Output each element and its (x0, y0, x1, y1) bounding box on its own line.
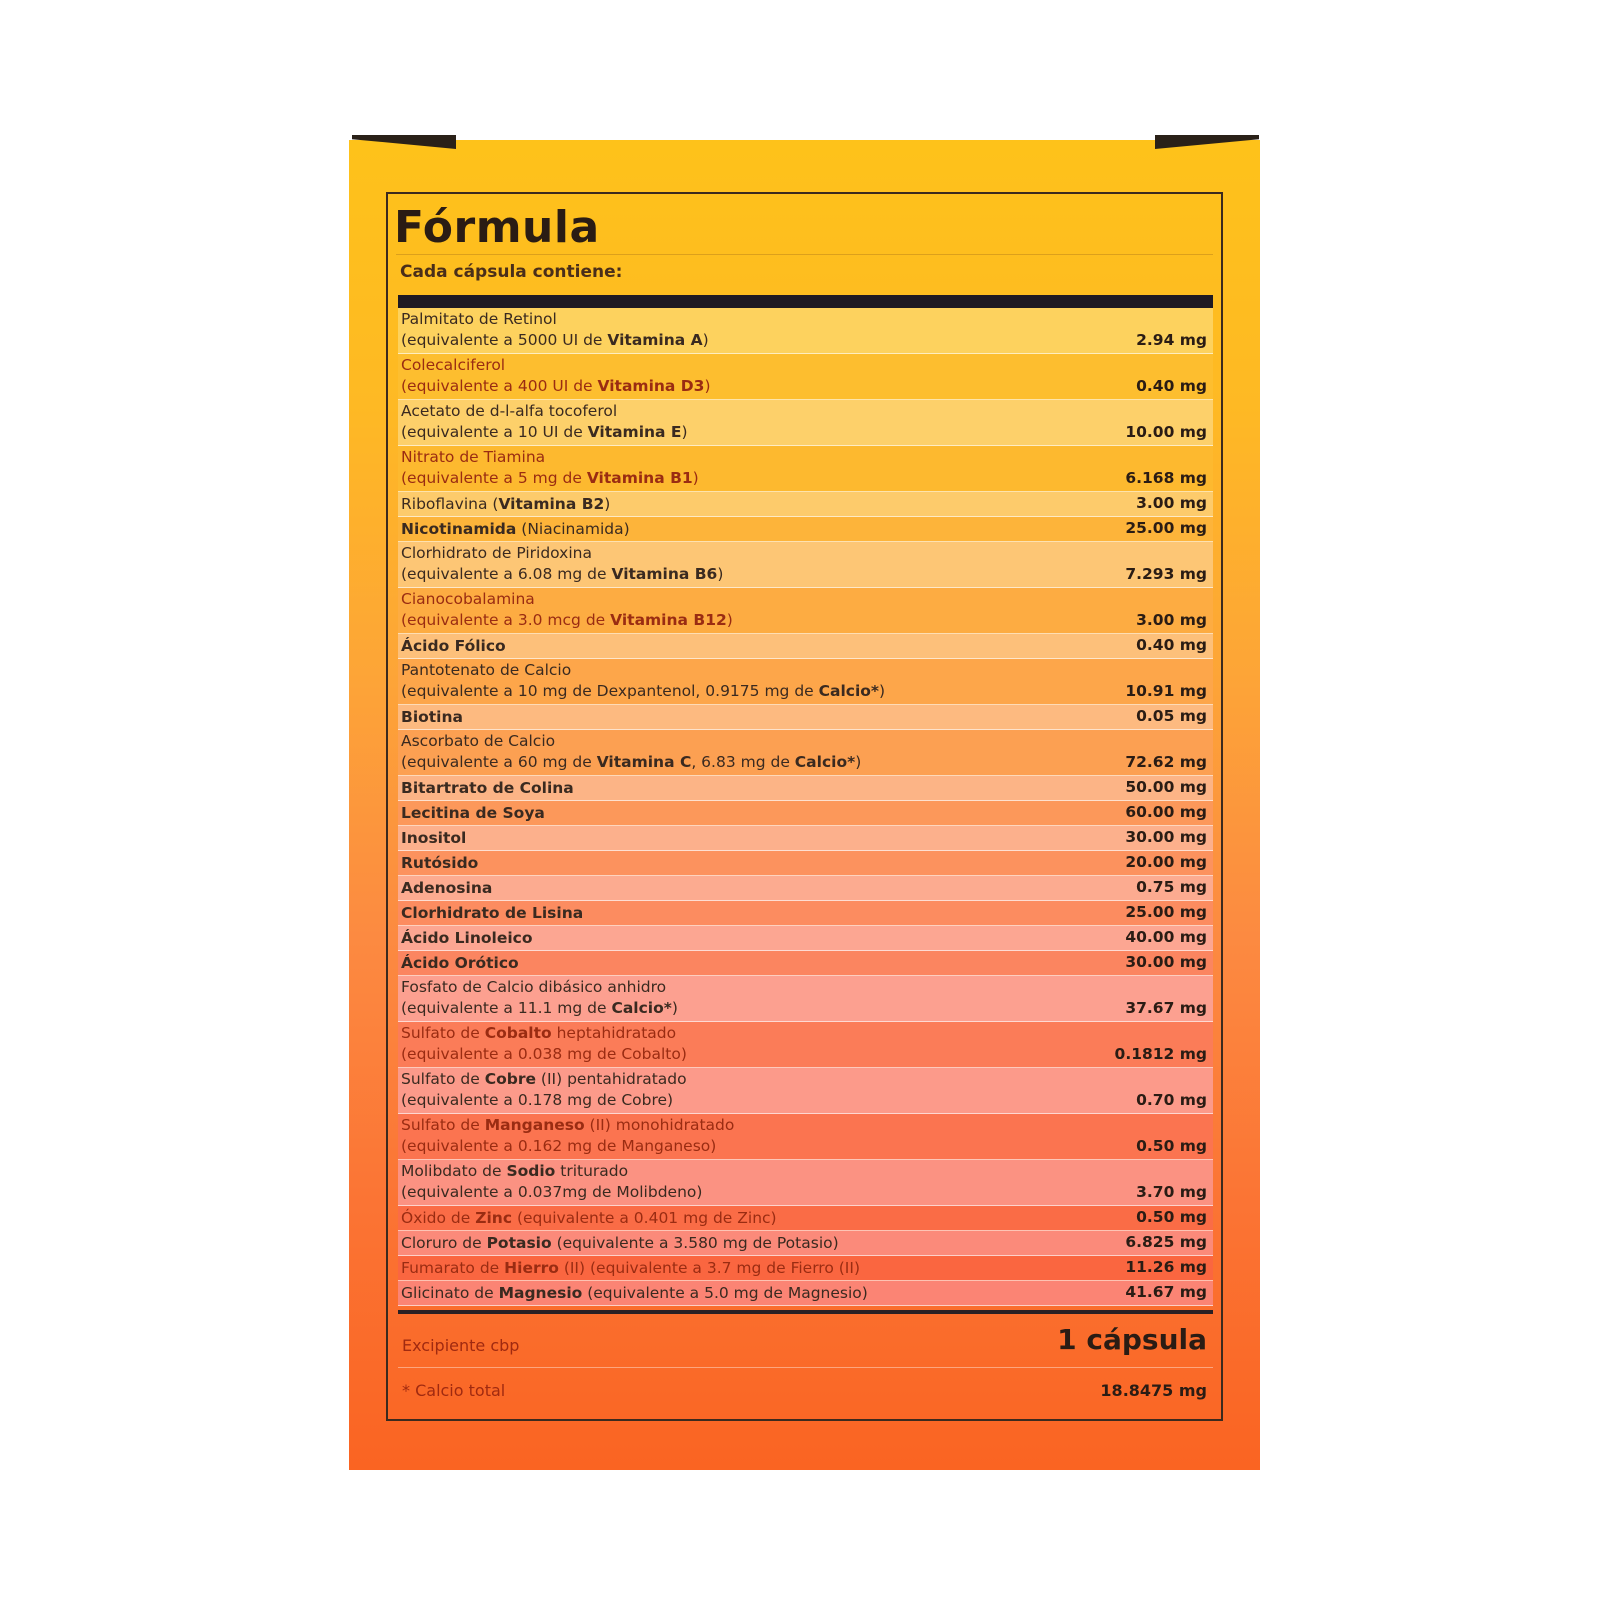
ingredient-equivalence (401, 681, 885, 702)
ingredient-amount: 0.40 mg (1136, 636, 1207, 654)
text-segment: Bitartrato de Colina (401, 779, 574, 797)
ingredient-row (398, 1206, 1213, 1231)
ingredient-amount: 72.62 mg (1125, 753, 1207, 771)
text-segment: Glicinato de (401, 1284, 499, 1302)
text-segment: Nicotinamida (401, 520, 517, 538)
ingredient-amount: 0.75 mg (1136, 878, 1207, 896)
ingredient-row (398, 926, 1213, 951)
ingredient-row (398, 876, 1213, 901)
ingredient-name (401, 928, 533, 949)
text-segment: Vitamina D3 (597, 377, 705, 395)
text-segment: Sodio (506, 1162, 556, 1180)
text-segment: (equivalente a 60 mg de (401, 753, 597, 771)
ingredient-equivalence (401, 564, 723, 585)
text-segment: Palmitato de Retinol (401, 310, 557, 328)
ingredient-name (401, 1069, 687, 1090)
ingredient-row (398, 826, 1213, 851)
ingredient-amount: 0.1812 mg (1114, 1045, 1207, 1063)
ingredient-row (398, 1022, 1213, 1068)
text-segment: Vitamina B1 (586, 469, 693, 487)
text-segment: Sulfato de (401, 1024, 485, 1042)
footer-bar (398, 1310, 1213, 1314)
text-segment: Rutósido (401, 854, 479, 872)
text-segment: Ácido Orótico (401, 954, 519, 972)
ingredient-name (401, 589, 535, 610)
text-segment: ) (717, 565, 724, 583)
ingredient-name (401, 401, 617, 422)
ingredient-row (398, 634, 1213, 659)
text-segment: Calcio* (818, 682, 880, 700)
ingredient-amount: 6.168 mg (1125, 469, 1207, 487)
text-segment: (equivalente a 5 mg de (401, 469, 587, 487)
text-segment: ) (671, 999, 678, 1017)
text-segment: ) (879, 682, 886, 700)
ingredient-amount: 0.70 mg (1136, 1091, 1207, 1109)
text-segment: Hierro (504, 1259, 559, 1277)
ingredient-row (398, 446, 1213, 492)
ingredient-name (401, 803, 545, 824)
text-segment: (equivalente a 3.580 mg de Potasio) (551, 1234, 839, 1252)
ingredient-name (401, 1283, 868, 1304)
text-segment: Manganeso (484, 1116, 585, 1134)
text-segment: Cobalto (484, 1024, 552, 1042)
ingredient-amount: 30.00 mg (1125, 953, 1207, 971)
page-title: Fórmula (394, 202, 600, 253)
text-segment: Calcio* (794, 753, 856, 771)
text-segment: (equivalente a 0.037mg de Molibdeno) (401, 1183, 703, 1201)
text-segment: (II) pentahidratado (536, 1070, 687, 1088)
ingredient-equivalence (401, 610, 733, 631)
header-bar (398, 295, 1213, 308)
ingredient-row (398, 542, 1213, 588)
ingredient-name (401, 309, 557, 330)
text-segment: Pantotenato de Calcio (401, 661, 572, 679)
calcium-total-label: * Calcio total (402, 1381, 506, 1400)
ingredient-amount: 37.67 mg (1125, 999, 1207, 1017)
ingredient-amount: 0.50 mg (1136, 1208, 1207, 1226)
text-segment: (II) (equivalente a 3.7 mg de Fierro (II) (558, 1259, 860, 1277)
ingredient-row (398, 354, 1213, 400)
ingredient-name (401, 903, 583, 924)
ingredient-name (401, 828, 466, 849)
ingredient-row (398, 1114, 1213, 1160)
text-segment: ) (604, 495, 611, 513)
ingredient-name (401, 853, 478, 874)
text-segment: Calcio* (611, 999, 672, 1017)
ingredient-amount: 20.00 mg (1125, 853, 1207, 871)
ingredient-amount: 0.05 mg (1136, 707, 1207, 725)
ingredient-amount: 3.70 mg (1136, 1183, 1207, 1201)
ingredient-amount: 3.00 mg (1136, 611, 1207, 629)
ingredient-amount: 0.50 mg (1136, 1137, 1207, 1155)
text-segment: Fumarato de (401, 1259, 505, 1277)
ingredient-amount: 25.00 mg (1125, 903, 1207, 921)
text-segment: Sulfato de (401, 1116, 485, 1134)
ingredient-name (401, 1161, 628, 1182)
ingredient-row (398, 976, 1213, 1022)
ingredient-list (398, 308, 1213, 1306)
text-segment: Cobre (484, 1070, 536, 1088)
ingredient-name (401, 519, 630, 540)
calcium-total-value: 18.8475 mg (1100, 1381, 1207, 1400)
text-segment: ) (855, 753, 862, 771)
ingredient-amount: 2.94 mg (1136, 331, 1207, 349)
ingredient-row (398, 400, 1213, 446)
text-segment: (equivalente a 0.162 mg de Manganeso) (401, 1137, 717, 1155)
text-segment: (equivalente a 10 UI de (401, 423, 588, 441)
text-segment: , 6.83 mg de (691, 753, 795, 771)
ingredient-name (401, 731, 555, 752)
text-segment: (equivalente a 6.08 mg de (401, 565, 612, 583)
ingredient-row (398, 1256, 1213, 1281)
ingredient-equivalence (401, 330, 709, 351)
text-segment: ) (692, 469, 699, 487)
text-segment: Vitamina E (587, 423, 682, 441)
ingredient-row (398, 1281, 1213, 1306)
ingredient-equivalence (401, 468, 699, 489)
text-segment: ) (681, 423, 688, 441)
ingredient-name (401, 494, 610, 515)
ingredient-name (401, 1233, 839, 1254)
ingredient-amount: 50.00 mg (1125, 778, 1207, 796)
text-segment: Molibdato de (401, 1162, 507, 1180)
text-segment: (equivalente a 11.1 mg de (401, 999, 612, 1017)
ingredient-row (398, 1160, 1213, 1206)
text-segment: Ácido Fólico (401, 637, 506, 655)
text-segment: Fosfato de Calcio dibásico anhidro (401, 978, 667, 996)
ingredient-amount: 30.00 mg (1125, 828, 1207, 846)
text-segment: Potasio (486, 1234, 552, 1252)
text-segment: Sulfato de (401, 1070, 485, 1088)
text-segment: (Niacinamida) (516, 520, 630, 538)
ingredient-row (398, 492, 1213, 517)
text-segment: Vitamina B2 (498, 495, 605, 513)
formula-panel (386, 192, 1223, 1421)
ingredient-equivalence (401, 998, 678, 1019)
text-segment: Nitrato de Tiamina (401, 448, 546, 466)
text-segment: Inositol (401, 829, 467, 847)
text-segment: triturado (555, 1162, 629, 1180)
ingredient-equivalence (401, 1044, 687, 1065)
ingredient-amount: 0.40 mg (1136, 377, 1207, 395)
text-segment: Zinc (475, 1209, 513, 1227)
ingredient-name (401, 660, 571, 681)
ingredient-amount: 3.00 mg (1136, 494, 1207, 512)
ingredient-equivalence (401, 752, 861, 773)
text-segment: (equivalente a 3.0 mcg de (401, 611, 611, 629)
excipient-value: 1 cápsula (1057, 1323, 1207, 1356)
title-divider (396, 254, 1213, 255)
text-segment: Clorhidrato de Lisina (401, 904, 584, 922)
text-segment: Adenosina (401, 879, 493, 897)
text-segment: ) (704, 377, 711, 395)
text-segment: Ácido Linoleico (401, 929, 533, 947)
ingredient-row (398, 801, 1213, 826)
ingredient-name (401, 878, 492, 899)
ingredient-name (401, 636, 506, 657)
ingredient-amount: 25.00 mg (1125, 519, 1207, 537)
text-segment: (equivalente a 10 mg de Dexpantenol, 0.9175 mg de (401, 682, 819, 700)
text-segment: (II) monohidratado (584, 1116, 735, 1134)
ingredient-row (398, 851, 1213, 876)
ingredient-amount: 6.825 mg (1125, 1233, 1207, 1251)
ingredient-name (401, 778, 574, 799)
text-segment: Riboflavina ( (401, 495, 499, 513)
text-segment: heptahidratado (551, 1024, 677, 1042)
ingredient-equivalence (401, 1182, 702, 1203)
ingredient-row (398, 705, 1213, 730)
ingredient-row (398, 588, 1213, 634)
ingredient-row (398, 1231, 1213, 1256)
text-segment: Óxido de (401, 1209, 476, 1227)
ingredient-name (401, 447, 545, 468)
ingredient-row (398, 659, 1213, 705)
ingredient-amount: 10.00 mg (1125, 423, 1207, 441)
ingredient-row (398, 517, 1213, 542)
ingredient-amount: 60.00 mg (1125, 803, 1207, 821)
ingredient-name (401, 1115, 734, 1136)
ingredient-name (401, 953, 519, 974)
ingredient-equivalence (401, 422, 688, 443)
ingredient-name (401, 1023, 676, 1044)
footer-divider (398, 1367, 1213, 1368)
text-segment: Vitamina C (596, 753, 692, 771)
text-segment: (equivalente a 0.038 mg de Cobalto) (401, 1045, 687, 1063)
text-segment: (equivalente a 0.401 mg de Zinc) (512, 1209, 777, 1227)
ingredient-name (401, 707, 463, 728)
text-segment: (equivalente a 5.0 mg de Magnesio) (582, 1284, 868, 1302)
text-segment: Acetato de d-l-alfa tocoferol (401, 402, 618, 420)
ingredient-row (398, 308, 1213, 354)
ingredient-name (401, 355, 505, 376)
text-segment: Lecitina de Soya (401, 804, 545, 822)
ingredient-amount: 10.91 mg (1125, 682, 1207, 700)
ingredient-name (401, 1208, 777, 1229)
ingredient-row (398, 1068, 1213, 1114)
text-segment: Clorhidrato de Piridoxina (401, 544, 592, 562)
ingredient-row (398, 730, 1213, 776)
ingredient-amount: 11.26 mg (1125, 1258, 1207, 1276)
text-segment: (equivalente a 5000 UI de (401, 331, 608, 349)
text-segment: Vitamina A (607, 331, 703, 349)
text-segment: Vitamina B6 (611, 565, 718, 583)
text-segment: (equivalente a 400 UI de (401, 377, 598, 395)
text-segment: Ascorbato de Calcio (401, 732, 556, 750)
text-segment: Vitamina B12 (610, 611, 727, 629)
text-segment: ) (702, 331, 709, 349)
ingredient-row (398, 901, 1213, 926)
text-segment: Magnesio (498, 1284, 583, 1302)
text-segment: ) (726, 611, 733, 629)
ingredient-name (401, 543, 592, 564)
ingredient-name (401, 1258, 860, 1279)
text-segment: Colecalciferol (401, 356, 506, 374)
text-segment: Cianocobalamina (401, 590, 535, 608)
text-segment: Cloruro de (401, 1234, 487, 1252)
ingredient-row (398, 776, 1213, 801)
ingredient-amount: 40.00 mg (1125, 928, 1207, 946)
ingredient-equivalence (401, 1136, 716, 1157)
text-segment: Biotina (401, 708, 463, 726)
ingredient-amount: 41.67 mg (1125, 1283, 1207, 1301)
ingredient-name (401, 977, 666, 998)
ingredient-amount: 7.293 mg (1125, 565, 1207, 583)
ingredient-equivalence (401, 1090, 673, 1111)
excipient-label: Excipiente cbp (402, 1336, 520, 1355)
ingredient-equivalence (401, 376, 711, 397)
text-segment: (equivalente a 0.178 mg de Cobre) (401, 1091, 674, 1109)
ingredient-row (398, 951, 1213, 976)
subtitle: Cada cápsula contiene: (400, 262, 623, 282)
